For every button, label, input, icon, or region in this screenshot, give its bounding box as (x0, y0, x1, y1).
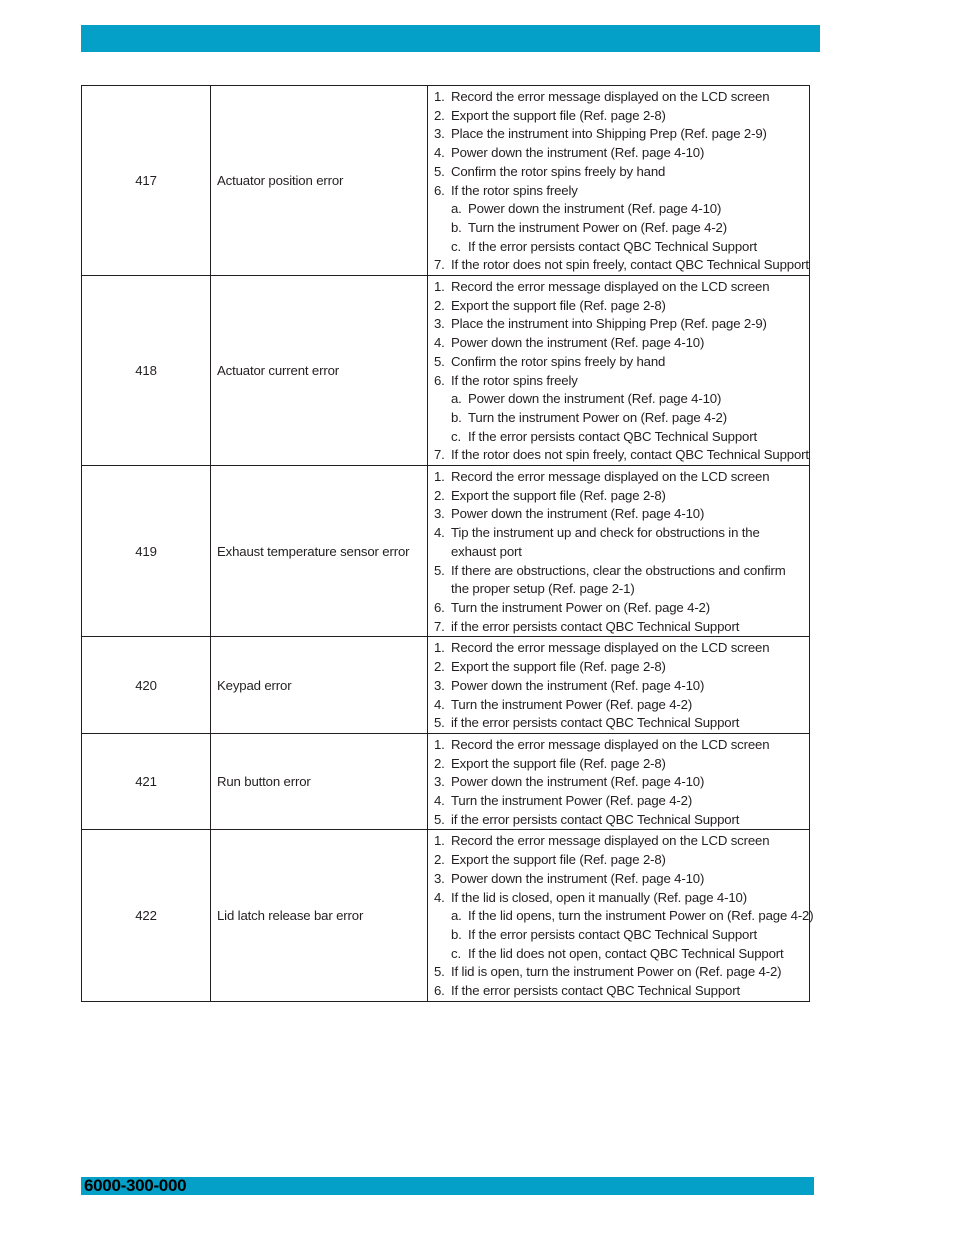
step-text: Place the instrument into Shipping Prep (Ref. page 2-9) (451, 126, 767, 142)
step-number: 2. (434, 852, 445, 868)
sub-step-item (434, 428, 805, 447)
step-item (434, 618, 805, 637)
step-item (434, 832, 805, 851)
step-text: Power down the instrument (Ref. page 4-10) (451, 870, 705, 886)
error-description-cell: Actuator current error (211, 276, 428, 466)
step-continuation (434, 543, 805, 562)
error-description-cell: Lid latch release bar error (211, 830, 428, 1001)
step-number: 1. (434, 469, 445, 485)
step-text: Place the instrument into Shipping Prep (Ref. page 2-9) (451, 316, 767, 332)
step-text: If the rotor spins freely (451, 182, 578, 198)
step-text: Power down the instrument (Ref. page 4-10) (468, 201, 722, 217)
step-text: Turn the instrument Power on (Ref. page 4-2) (451, 599, 710, 615)
step-text: the proper setup (Ref. page 2-1) (451, 581, 635, 597)
step-item (434, 714, 805, 733)
step-number: 3. (434, 677, 445, 693)
step-text: If the lid opens, turn the instrument Power on (Ref. page 4-2) (468, 908, 814, 924)
error-code-cell: 420 (82, 637, 211, 734)
step-number: 1. (434, 736, 445, 752)
step-item (434, 677, 805, 696)
step-item (434, 315, 805, 334)
step-number: 2. (434, 487, 445, 503)
step-text: If the error persists contact QBC Technical Support (468, 238, 757, 254)
step-text: Turn the instrument Power on (Ref. page 4-2) (468, 409, 727, 425)
step-number: b. (451, 409, 462, 425)
step-item (434, 353, 805, 372)
error-code-table (81, 85, 814, 1002)
step-number: 1. (434, 640, 445, 656)
step-item (434, 182, 805, 201)
step-text: Record the error message displayed on the LCD screen (451, 640, 770, 656)
step-text: If the rotor does not spin freely, contact QBC Technical Support (451, 447, 809, 463)
step-number: a. (451, 908, 462, 924)
step-number: 2. (434, 107, 445, 123)
step-item (434, 107, 805, 126)
step-text: If the rotor does not spin freely, contact QBC Technical Support (451, 257, 809, 273)
step-item (434, 88, 805, 107)
step-number: c. (451, 945, 461, 961)
step-number: 6. (434, 599, 445, 615)
step-text: Export the support file (Ref. page 2-8) (451, 852, 666, 868)
error-description-cell: Keypad error (211, 637, 428, 734)
table-row (82, 733, 810, 830)
step-number: a. (451, 391, 462, 407)
step-number: 5. (434, 353, 445, 369)
step-text: Record the error message displayed on the LCD screen (451, 833, 770, 849)
error-description-cell: Actuator position error (211, 86, 428, 276)
step-text: Power down the instrument (Ref. page 4-10) (468, 391, 722, 407)
step-item (434, 372, 805, 391)
step-number: 5. (434, 964, 445, 980)
step-number: 6. (434, 983, 445, 999)
step-number: 7. (434, 618, 445, 634)
error-description-cell: Run button error (211, 733, 428, 830)
step-item (434, 505, 805, 524)
step-number: 1. (434, 279, 445, 295)
step-item (434, 870, 805, 889)
step-number: 5. (434, 562, 445, 578)
step-number: 4. (434, 889, 445, 905)
step-number: c. (451, 238, 461, 254)
step-number: 4. (434, 696, 445, 712)
step-text: Record the error message displayed on the LCD screen (451, 89, 770, 104)
step-number: b. (451, 219, 462, 235)
step-number: 3. (434, 126, 445, 142)
step-item (434, 792, 805, 811)
step-continuation (434, 580, 805, 599)
step-text: If there are obstructions, clear the obstructions and confirm (451, 562, 786, 578)
step-number: 2. (434, 755, 445, 771)
step-item (434, 658, 805, 677)
step-number: 4. (434, 335, 445, 351)
step-text: Confirm the rotor spins freely by hand (451, 163, 666, 179)
step-item (434, 639, 805, 658)
step-number: 4. (434, 145, 445, 161)
step-item (434, 755, 805, 774)
error-code-cell: 418 (82, 276, 211, 466)
step-text: Power down the instrument (Ref. page 4-10) (451, 677, 705, 693)
step-number: 7. (434, 447, 445, 463)
step-item (434, 889, 805, 908)
step-item (434, 487, 805, 506)
step-number: 1. (434, 89, 445, 104)
step-text: Turn the instrument Power (Ref. page 4-2) (451, 696, 693, 712)
step-item (434, 297, 805, 316)
step-text: If the lid is closed, open it manually (Ref. page 4-10) (451, 889, 747, 905)
step-text: Confirm the rotor spins freely by hand (451, 353, 666, 369)
table-row (82, 466, 810, 637)
sub-step-item (434, 926, 805, 945)
step-text: Turn the instrument Power on (Ref. page 4-2) (468, 219, 727, 235)
step-item (434, 256, 809, 275)
step-number: 4. (434, 525, 445, 541)
step-number: a. (451, 201, 462, 217)
step-number: c. (451, 428, 461, 444)
document-number: 6000-300-000 (84, 1176, 187, 1195)
step-number: 5. (434, 715, 445, 731)
step-text: if the error persists contact QBC Technical Support (451, 715, 740, 731)
step-number: 6. (434, 372, 445, 388)
step-number: 4. (434, 793, 445, 809)
header-color-bar (81, 25, 820, 52)
step-item (434, 851, 805, 870)
step-text: exhaust port (451, 543, 522, 559)
step-number: 7. (434, 257, 445, 273)
troubleshooting-steps-cell (428, 733, 810, 830)
step-number: 5. (434, 163, 445, 179)
troubleshooting-steps-cell (428, 276, 810, 466)
step-text: If the error persists contact QBC Technical Support (451, 983, 740, 999)
step-text: Export the support file (Ref. page 2-8) (451, 659, 666, 675)
error-description-cell: Exhaust temperature sensor error (211, 466, 428, 637)
error-code-cell: 419 (82, 466, 211, 637)
sub-step-item (434, 409, 805, 428)
step-number: 5. (434, 811, 445, 827)
troubleshooting-steps-cell (428, 466, 810, 637)
step-text: If the error persists contact QBC Technical Support (468, 926, 757, 942)
error-code-cell: 417 (82, 86, 211, 276)
step-text: Record the error message displayed on the LCD screen (451, 469, 770, 485)
step-text: If the rotor spins freely (451, 372, 578, 388)
table-row (82, 276, 810, 466)
step-text: If the lid does not open, contact QBC Technical Support (468, 945, 784, 961)
footer-color-bar (81, 1177, 814, 1195)
error-table-body (82, 86, 814, 1002)
sub-step-item (434, 238, 805, 257)
step-item (434, 982, 805, 1001)
step-text: if the error persists contact QBC Technical Support (451, 811, 740, 827)
step-number: 3. (434, 316, 445, 332)
step-item (434, 468, 805, 487)
step-item (434, 811, 805, 830)
table-row (82, 830, 810, 1001)
step-item (434, 334, 805, 353)
step-text: Export the support file (Ref. page 2-8) (451, 297, 666, 313)
step-item (434, 163, 805, 182)
step-item (434, 125, 805, 144)
step-number: 3. (434, 870, 445, 886)
step-item (434, 773, 805, 792)
step-text: Record the error message displayed on the LCD screen (451, 736, 770, 752)
step-number: 1. (434, 833, 445, 849)
step-text: Export the support file (Ref. page 2-8) (451, 487, 666, 503)
step-item (434, 562, 805, 581)
step-item (434, 446, 809, 465)
step-text: Record the error message displayed on the LCD screen (451, 279, 770, 295)
step-item (434, 963, 805, 982)
troubleshooting-steps-cell (428, 637, 810, 734)
step-number: b. (451, 926, 462, 942)
sub-step-item (434, 390, 805, 409)
step-text: if the error persists contact QBC Technical Support (451, 618, 740, 634)
step-text: Power down the instrument (Ref. page 4-10) (451, 335, 705, 351)
step-text: Export the support file (Ref. page 2-8) (451, 107, 666, 123)
step-item (434, 278, 805, 297)
step-number: 2. (434, 659, 445, 675)
table-row (82, 86, 810, 276)
sub-step-item (434, 200, 805, 219)
step-number: 3. (434, 774, 445, 790)
error-code-cell: 422 (82, 830, 211, 1001)
sub-step-item (434, 219, 805, 238)
table-row (82, 637, 810, 734)
step-number: 2. (434, 297, 445, 313)
step-number: 3. (434, 506, 445, 522)
sub-step-item (434, 907, 814, 926)
step-item (434, 736, 805, 755)
step-item (434, 599, 805, 618)
step-item (434, 524, 805, 543)
troubleshooting-steps-cell (428, 86, 810, 276)
step-text: Export the support file (Ref. page 2-8) (451, 755, 666, 771)
step-text: Power down the instrument (Ref. page 4-10) (451, 774, 705, 790)
step-number: 6. (434, 182, 445, 198)
step-text: Turn the instrument Power (Ref. page 4-2) (451, 793, 693, 809)
error-code-cell: 421 (82, 733, 211, 830)
sub-step-item (434, 945, 805, 964)
step-text: If the error persists contact QBC Technical Support (468, 428, 757, 444)
troubleshooting-steps-cell (428, 830, 814, 1001)
step-item (434, 144, 805, 163)
step-item (434, 696, 805, 715)
step-text: Tip the instrument up and check for obstructions in the (451, 525, 760, 541)
step-text: If lid is open, turn the instrument Power on (Ref. page 4-2) (451, 964, 782, 980)
step-text: Power down the instrument (Ref. page 4-10) (451, 145, 705, 161)
step-text: Power down the instrument (Ref. page 4-10) (451, 506, 705, 522)
